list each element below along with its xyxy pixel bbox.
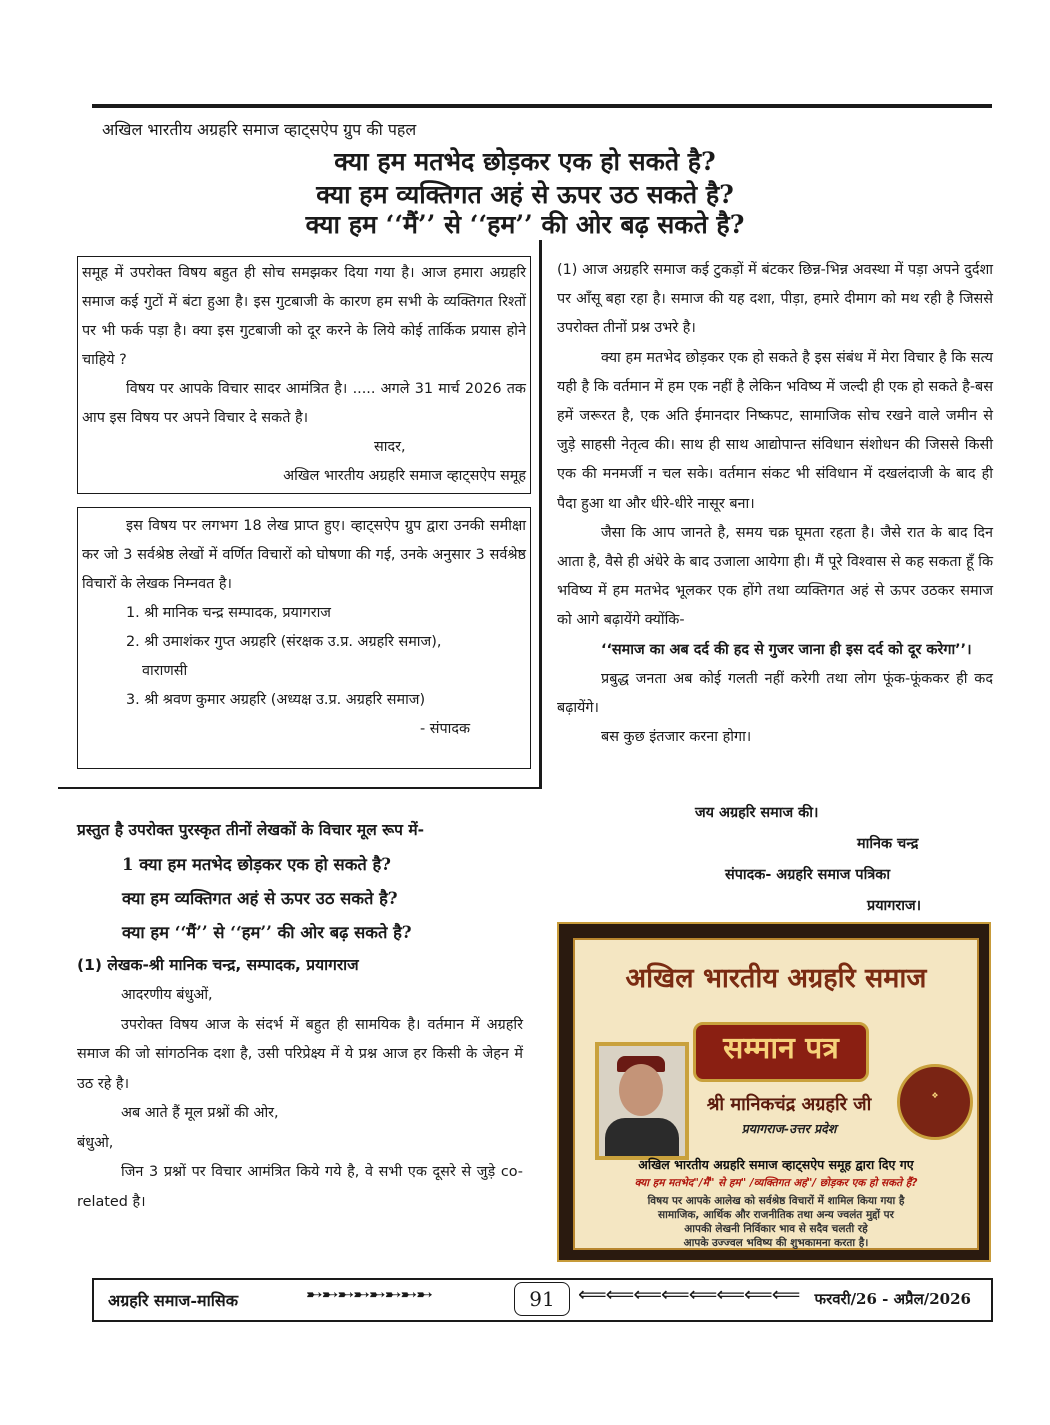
headline-3: क्या हम ‘‘मैं’’ से ‘‘हम’’ की ओर बढ़ सकते है?	[305, 210, 745, 239]
question-3: क्या हम ‘‘मैं’’ से ‘‘हम’’ की ओर बढ़ सकते है?	[122, 923, 412, 942]
signature-name: मानिक चन्द्र	[857, 836, 919, 852]
editorial-para-3: जैसा कि आप जानते है, समय चक्र घूमता रहता है। जैसे रात के बाद दिन आता है, वैसे ही अंधेरे के बाद उजाला आयेगा ही। मैं पूरे विश्वास से कह सकता हूँ कि भविष्य में हम मतभेद भूलकर एक होंगे तथा व्यक्तिगत अहं से ऊपर उठकर समाज को आगे बढ़ायेंगे क्योंकि-	[557, 524, 993, 629]
lower-para-4: जिन 3 प्रश्नों पर विचार आमंत्रित किये गये है, वे सभी एक दूसरे से जुड़े co-related है।	[77, 1164, 523, 1210]
winner-1: 1. श्री मानिक चन्द्र सम्पादक, प्रयागराज	[126, 605, 331, 621]
signature-city: प्रयागराज।	[867, 898, 922, 914]
lower-article	[77, 815, 523, 1217]
section-divider	[58, 787, 542, 789]
emblem-seal	[897, 1064, 973, 1140]
certificate-image	[557, 922, 991, 1262]
editor-signature	[557, 798, 993, 922]
invitation-deadline: विषय पर आपके विचार सादर आमंत्रित है। ..... अगले 31 मार्च 2026 तक आप इस विषय पर अपने विचार दे सकते है।	[82, 381, 526, 426]
face-shape	[619, 1064, 663, 1116]
certificate-banner: सम्मान पत्र	[693, 1022, 869, 1082]
results-box	[77, 507, 531, 769]
intro-line: अखिल भारतीय अग्रहरि समाज व्हाट्सऐप ग्रुप की पहल	[102, 120, 417, 139]
certificate-line-1: अखिल भारतीय अग्रहरि समाज व्हाट्सऐप समूह द्वारा दिए गए	[638, 1157, 914, 1172]
page-footer	[92, 1278, 993, 1322]
invitation-text: समूह में उपरोक्त विषय बहुत ही सोच समझकर दिया गया है। आज हमारा अग्रहरि समाज कई गुटों में बंटा हुआ है। इस गुटबाजी के कारण हम सभी के व्यक्तिगत रिश्तों पर भी फर्क पड़ा है। क्या इस गुटबाजी को दूर करने के लिये कोई तार्किक प्रयास होने चाहिये ?	[82, 265, 526, 368]
headline-1: क्या हम मतभेद छोड़कर एक हो सकते है?	[334, 147, 716, 176]
honoree-place: प्रयागराज-उत्तर प्रदेश	[741, 1121, 837, 1136]
footer-publication: अग्रहरि समाज-मासिक	[108, 1291, 239, 1310]
certificate-line-6: आपके उज्ज्वल भविष्य की शुभकामना करता है।	[683, 1237, 869, 1249]
certificate-line-5: आपकी लेखनी निर्विकार भाव से सदैव चलती रहे	[684, 1223, 868, 1235]
honoree-name: श्री मानिकचंद्र अग्रहरि जी	[706, 1094, 872, 1115]
question-2: क्या हम व्यक्तिगत अहं से ऊपर उठ सकते है?	[122, 889, 398, 908]
lower-para-2: अब आते हैं मूल प्रश्नों की ओर,	[121, 1105, 279, 1121]
editorial-para-1: (1) आज अग्रहरि समाज कई टुकड़ों में बंटकर छिन्न-भिन्न अवस्था में पड़ा अपने दुर्दशा पर आँसू बहा रहा है। समाज की यह दशा, पीड़ा, हमारे दीमाग को मथ रही है जिससे उपरोक्त तीनों प्रश्न उभरे है।	[557, 262, 993, 337]
winner-2: 2. श्री उमाशंकर गुप्त अग्रहरि (संरक्षक उ.प्र. अग्रहरि समाज),	[126, 634, 442, 650]
page-number: 91	[514, 1282, 570, 1316]
certificate-line-3: विषय पर आपके आलेख को सर्वश्रेष्ठ विचारों में शामिल किया गया है	[647, 1195, 905, 1207]
certificate-line-4: सामाजिक, आर्थिक और राजनीतिक तथा अन्य ज्वलंत मुद्दों पर	[658, 1209, 894, 1221]
portrait-photo	[595, 1042, 689, 1160]
certificate-line-2: क्या हम मतभेद"/मैं" से हम" /व्यक्तिगत अहं"/ छोड़कर एक हो सकते हैं?	[634, 1177, 918, 1189]
editorial-para-6: बस कुछ इंतजार करना होगा।	[601, 729, 752, 746]
footer-issue-date: फरवरी/26 - अप्रैल/2026	[814, 1290, 971, 1308]
left-ornament-icon: ➸➸➸➸➸➸➸➸	[306, 1282, 433, 1306]
invitation-sign: अखिल भारतीय अग्रहरि समाज व्हाट्सऐप समूह	[283, 468, 526, 484]
question-1: 1 क्या हम मतभेद छोड़कर एक हो सकते है?	[122, 855, 391, 874]
headline-2: क्या हम व्यक्तिगत अहं से ऊपर उठ सकते है?	[316, 180, 734, 209]
coat-shape	[605, 1118, 679, 1156]
results-sign: - संपादक	[420, 721, 471, 737]
invitation-box	[77, 256, 531, 494]
top-rule	[92, 104, 992, 108]
author-line: (1) लेखक-श्री मानिक चन्द्र, सम्पादक, प्रयागराज	[77, 956, 359, 974]
editorial-quote: ‘‘समाज का अब दर्द की हद से गुजर जाना ही इस दर्द को दूर करेगा’’।	[601, 641, 972, 658]
editorial-para-5: प्रबुद्ध जनता अब कोई गलती नहीं करेगी तथा लोग फूंक-फूंककर ही कद बढ़ायेंगे।	[557, 670, 993, 717]
invitation-closing: सादर,	[374, 439, 406, 455]
column-divider	[539, 240, 542, 788]
right-ornament-icon: ⟸⟸⟸⟸⟸⟸⟸⟸	[578, 1282, 800, 1306]
lower-para-3: बंधुओ,	[77, 1134, 114, 1151]
winner-3: 3. श्री श्रवण कुमार अग्रहरि (अध्यक्ष उ.प्र. अग्रहरि समाज)	[126, 692, 426, 708]
certificate-title: अखिल भारतीय अग्रहरि समाज	[625, 963, 927, 994]
editorial-column	[557, 256, 993, 752]
greeting: आदरणीय बंधुओं,	[121, 987, 213, 1003]
lower-lead: प्रस्तुत है उपरोक्त पुरस्कृत तीनों लेखकों के विचार मूल रूप में-	[77, 821, 425, 839]
certificate-panel	[573, 938, 979, 1250]
editorial-para-2: क्या हम मतभेद छोड़कर एक हो सकते है इस संबंध में मेरा विचार है कि सत्य यही है कि वर्तमान में हम एक नहीं है लेकिन भविष्य में जल्दी ही एक हो सकते है-बस हमें जरूरत है, एक अति ईमानदार निष्कपट, सामाजिक सोच रखने वाले जमीन से जुड़े साहसी नेतृत्व की। साथ ही साथ आद्योपान्त संविधान संशोधन की जिससे किसी एक की मनमर्जी न चल सके। वर्तमान संकट भी संविधान में दखलंदाजी के बाद ही पैदा हुआ था और धीरे-धीरे नासूर बना।	[557, 349, 993, 512]
seal-mark: ❖	[931, 1091, 939, 1100]
lower-para-1: उपरोक्त विषय आज के संदर्भ में बहुत ही सामयिक है। वर्तमान में अग्रहरि समाज की जो सांगठनिक दशा है, उसी परिप्रेक्ष्य में ये प्रश्न आज हर किसी के जेहन में उठ रहे है।	[77, 1016, 523, 1092]
winner-2-city: वाराणसी	[142, 663, 188, 679]
signature-title: संपादक- अग्रहरि समाज पत्रिका	[725, 867, 891, 883]
results-text: इस विषय पर लगभग 18 लेख प्राप्त हुए। व्हाट्सऐप ग्रुप द्वारा उनकी समीक्षा कर जो 3 सर्वश्रेष्ठ लेखों में वर्णित विचारों को घोषणा की गई, उनके अनुसार 3 सर्वश्रेष्ठ विचारों के लेखक निम्नवत है।	[82, 518, 526, 592]
signature-line-1: जय अग्रहरि समाज की।	[695, 805, 819, 821]
